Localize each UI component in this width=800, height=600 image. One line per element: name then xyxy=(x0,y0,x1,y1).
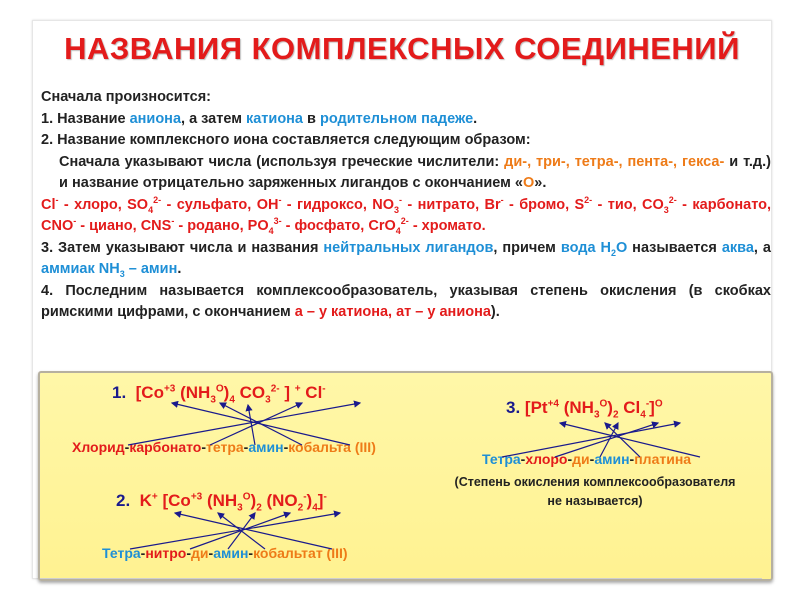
ligand-item: Cl- - хлоро, xyxy=(41,194,128,213)
slide xyxy=(32,20,772,579)
water-formula: вода $H_2O$ xyxy=(560,239,628,258)
example-1-name: Хлорид-карбонато-тетра-амин-кобальта (III) xyxy=(72,439,376,455)
ligand-item: OH- - гидроксо, xyxy=(256,194,373,213)
example-3-note xyxy=(440,473,750,511)
rule-1-text-a: 1. Название xyxy=(41,110,130,127)
rule-1-anion: аниона xyxy=(129,110,182,127)
example-3-note-line-1: (Степень окисления комплексообразователя xyxy=(454,475,736,489)
example-3-formula: 3. [$Pt^{+4}$ $(NH_3^O)_2$ $Cl_4^-]^O$ xyxy=(506,398,663,421)
rule-1-cation: катиона xyxy=(245,110,304,127)
example-1-formula: 1. [$Co^{+3}$ $(NH_3^O)_4$ $CO_3^{2-}$ ] + Cl- xyxy=(112,383,326,406)
greek-numerals: ди-, три-, тетра-, пента-, гекса- xyxy=(504,153,725,170)
rule-4-text-b: ). xyxy=(490,304,500,320)
neutral-ligands: нейтральных лигандов xyxy=(323,239,494,256)
example-2-formula: 2. K+ [$Co^{+3}$ $(NH_3^O)_2$ $(NO_2^-)_4]^-$ xyxy=(116,491,327,514)
rule-2-detail-c: ». xyxy=(534,175,547,191)
rule-3-text-e: . xyxy=(177,261,182,277)
rule-3-text-c: называется xyxy=(627,239,722,256)
example-1-number: 1. xyxy=(112,383,127,402)
example-3-number: 3. xyxy=(506,398,521,417)
rule-4-endings: а – у катиона, ат – у аниона xyxy=(294,304,491,320)
ligand-item: $PO_4^{3-}$ - фосфато, xyxy=(247,216,369,236)
rule-3-text-b: , причем xyxy=(493,239,561,256)
rules-text xyxy=(41,87,771,324)
ligand-item: $S^{2-}$ - тио, xyxy=(574,194,643,213)
ligand-item: Br- - бромо, xyxy=(484,194,575,213)
rule-2-detail-b: и т.д.) и название отрицательно заряженных лигандов с окончанием « xyxy=(59,153,771,191)
rule-3-text-a: 3. Затем указывают числа и названия xyxy=(41,239,324,256)
example-2-arrows xyxy=(130,513,340,549)
rule-1-text-c: в xyxy=(303,110,320,127)
ligand-item: CNS- - родано, xyxy=(140,216,248,234)
rule-3-text-d: , а xyxy=(753,239,771,256)
rule-4-text-a: 4. Последним называется комплексообразователь, указывая степень окисления (в скобках римскими цифрами, с окончанием xyxy=(41,282,771,320)
ammonia-formula: аммиак $NH_3$ – амин xyxy=(41,261,178,279)
example-2-name: Тетра-нитро-ди-амин-кобальтат (III) xyxy=(102,545,348,561)
ligand-item: CrO$_4^{2-}$ - хромато. xyxy=(368,216,486,236)
page-title: НАЗВАНИЯ КОМПЛЕКСНЫХ СОЕДИНЕНИЙ xyxy=(64,31,740,66)
rule-4 xyxy=(41,281,771,324)
aqua-term: аква xyxy=(721,239,754,256)
ligand-item: $CO_3^{2-}$ - карбонато, xyxy=(642,194,771,215)
rule-2-detail-a: Сначала указывают числа (используя греческие числители: xyxy=(59,153,505,170)
example-3-name: Тетра-хлоро-ди-амин-платина xyxy=(482,451,692,467)
ligand-ending: О xyxy=(522,175,535,191)
rule-1-text-b: , а затем xyxy=(181,110,246,127)
rule-1-genitive: родительном падеже xyxy=(320,110,474,127)
rule-2-detail xyxy=(41,152,771,195)
example-3-note-line-2: не называется) xyxy=(547,494,643,508)
example-2-number: 2. xyxy=(116,491,131,510)
rule-1 xyxy=(41,109,771,131)
slide-bottom-rule xyxy=(40,578,762,579)
rule-1-text-d: . xyxy=(473,110,478,127)
examples-panel xyxy=(38,371,773,581)
intro-line: Сначала произносится: xyxy=(41,89,211,105)
ligand-item: CNO- - циано, xyxy=(41,216,141,234)
ligand-item: $SO_4^{2-}$ - сульфато, xyxy=(127,194,257,215)
ligand-item: $NO_3^-$ - нитрато, xyxy=(372,194,485,215)
rule-3 xyxy=(41,238,771,281)
rule-2: 2. Название комплексного иона составляется следующим образом: xyxy=(41,132,531,148)
ligand-list xyxy=(41,195,771,238)
